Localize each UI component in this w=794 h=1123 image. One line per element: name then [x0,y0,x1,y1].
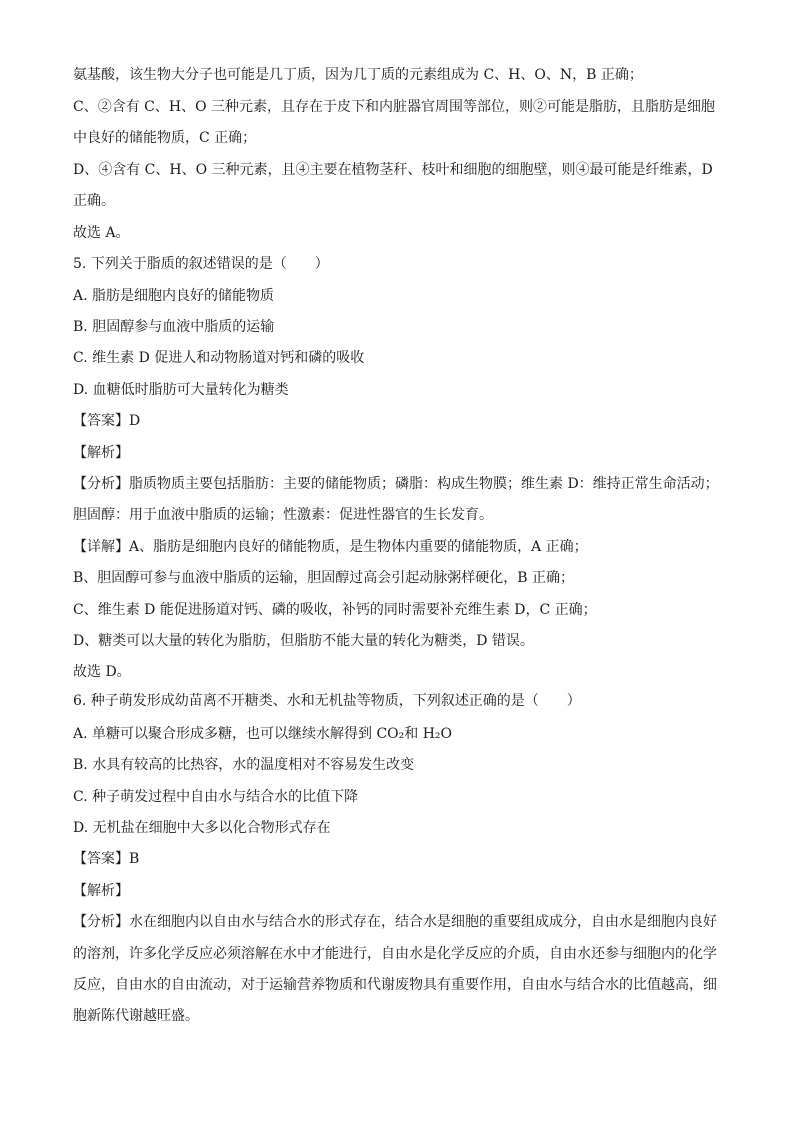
text-line: 的溶剂，许多化学反应必须溶解在水中才能进行，自由水是化学反应的介质，自由水还参与细胞内的化学 [73,946,717,962]
text-line: C、维生素 D 能促进肠道对钙、磷的吸收，补钙的同时需要补充维生素 D，C 正确； [73,602,597,618]
text-line: D、④含有 C、H、O 三种元素，且④主要在植物茎秆、枝叶和细胞的细胞壁，则④最可能是纤维素，D [73,162,713,178]
option-a: A. 单糖可以聚合形成多糖，也可以继续水解得到 CO₂和 H₂O [73,726,453,742]
option-a: A. 脂肪是细胞内良好的储能物质 [73,288,275,304]
option-b: B. 水具有较高的比热容，水的温度相对不容易发生改变 [73,757,415,773]
option-b: B. 胆固醇参与血液中脂质的运输 [73,319,275,335]
answer-label: 【答案】D [73,413,141,429]
analysis-label: 【解析】 [73,445,129,461]
analysis-label: 【解析】 [73,883,129,899]
text-line: 胆固醇：用于血液中脂质的运输；性激素：促进性器官的生长发育。 [73,507,493,523]
text-line: 【分析】水在细胞内以自由水与结合水的形式存在，结合水是细胞的重要组成成分，自由水是细胞内良好 [73,914,717,930]
text-line: 故选 A。 [73,225,130,241]
option-d: D. 无机盐在细胞中大多以化合物形式存在 [73,820,331,836]
text-line: 氨基酸，该生物大分子也可能是几丁质，因为几丁质的元素组成为 C、H、O、N，B 正确； [73,67,643,83]
answer-label: 【答案】B [73,851,140,867]
text-line: 【分析】脂质物质主要包括脂肪：主要的储能物质；磷脂：构成生物膜；维生素 D：维持正常生命活动； [73,476,719,492]
text-line: 故选 D。 [73,664,131,680]
text-line: 【详解】A、脂肪是细胞内良好的储能物质，是生物体内重要的储能物质，A 正确； [73,539,588,555]
text-line: B、胆固醇可参与血液中脂质的运输，胆固醇过高会引起动脉粥样硬化，B 正确； [73,570,575,586]
text-line: 中良好的储能物质，C 正确； [73,130,257,146]
question-title: 5. 下列关于脂质的叙述错误的是（ ） [73,256,329,272]
option-d: D. 血糖低时脂肪可大量转化为糖类 [73,382,289,398]
text-line: C、②含有 C、H、O 三种元素，且存在于皮下和内脏器官周围等部位，则②可能是脂肪，且脂肪是细胞 [73,99,716,115]
question-title: 6. 种子萌发形成幼苗离不开糖类、水和无机盐等物质，下列叙述正确的是（ ） [73,693,581,709]
text-line: 反应，自由水的自由流动，对于运输营养物质和代谢废物具有重要作用，自由水与结合水的比值越高，细 [73,977,717,993]
text-line: 正确。 [73,193,115,209]
text-line: 胞新陈代谢越旺盛。 [73,1008,199,1024]
option-c: C. 维生素 D 促进人和动物肠道对钙和磷的吸收 [73,350,365,366]
option-c: C. 种子萌发过程中自由水与结合水的比值下降 [73,789,359,805]
text-line: D、糖类可以大量的转化为脂肪，但脂肪不能大量的转化为糖类，D 错误。 [73,633,534,649]
